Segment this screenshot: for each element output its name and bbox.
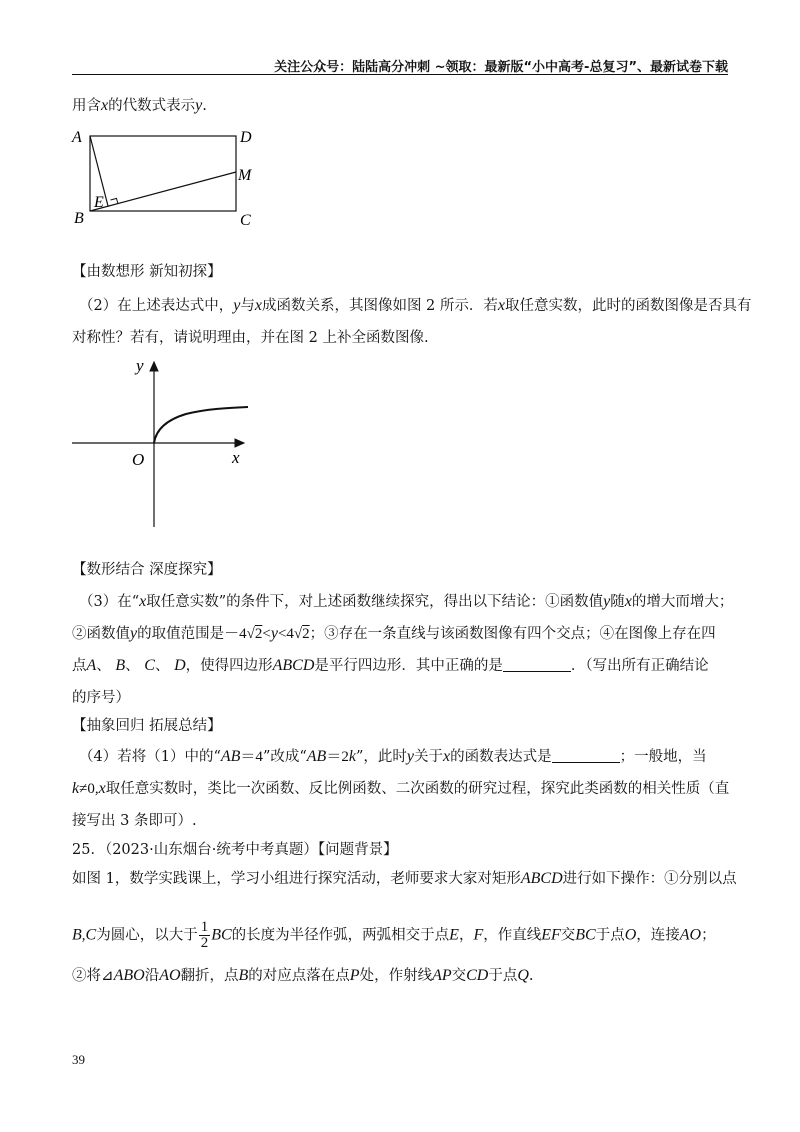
text: , — [81, 927, 86, 944]
math-f: F — [473, 926, 484, 944]
section3-line1 — [79, 592, 739, 612]
text: 沿 — [144, 968, 160, 984]
math-y: y — [406, 748, 414, 765]
math-ao: AO — [679, 926, 702, 944]
math-x: x — [98, 780, 106, 797]
section4-line2 — [72, 779, 732, 799]
text: ； — [701, 927, 716, 944]
text: 随 — [610, 594, 625, 610]
text: 交 — [451, 968, 467, 984]
label-c: C — [240, 212, 251, 229]
text: ”改成“ — [262, 749, 307, 765]
label-a: A — [72, 129, 82, 146]
math-k: k — [72, 780, 80, 797]
text: （3）在“ — [79, 594, 140, 610]
q25-line1: 25．（2023·山东烟台·统考中考真题）【问题背景】 — [72, 842, 398, 858]
text: 交 — [560, 927, 576, 944]
text: 取任意实数时，类比一次函数、反比例函数、二次函数的研究过程，探究此类函数的相关性质（直 — [105, 781, 730, 797]
triangle-symbol: ⊿ — [101, 968, 114, 984]
text: ，连接 — [636, 927, 680, 944]
math-b: B — [238, 967, 249, 984]
text: 如图 1，数学实践课上，学习小组进行探究活动，老师要求大家对矩形 — [72, 871, 521, 887]
math-b: B — [72, 926, 82, 944]
section4-title: 【抽象回归 拓展总结】 — [72, 718, 222, 734]
text: ， — [458, 927, 474, 944]
answer-blank — [552, 748, 620, 763]
math-y: y — [270, 625, 278, 642]
math-c: C — [144, 657, 155, 674]
text: . — [202, 98, 207, 114]
math-y: y — [603, 593, 611, 610]
math-y: y — [130, 625, 138, 642]
text: 处，作射线 — [359, 968, 433, 984]
math-ap: AP — [432, 967, 452, 984]
label-m: M — [238, 167, 252, 184]
text: 于点 — [595, 927, 625, 944]
text: 用含 — [72, 98, 101, 114]
text: 的增大而增大； — [631, 594, 734, 610]
math-lt: < — [277, 626, 287, 642]
math-sqrt-2: 2 — [302, 626, 310, 642]
text: ，作直线 — [483, 927, 542, 944]
text: 、 — [125, 658, 140, 674]
text: 的取值范围是 — [137, 626, 225, 642]
figure-function-graph — [66, 352, 266, 532]
math-sqrt-2: 2 — [254, 626, 263, 642]
page-number: 39 — [72, 1052, 85, 1067]
math-x: x — [254, 297, 262, 314]
math-ao: AO — [159, 967, 181, 984]
math-y: y — [195, 97, 203, 114]
text: 于点 — [488, 968, 518, 984]
math-x: x — [442, 748, 451, 765]
math-bc: BC — [211, 926, 232, 944]
intro-line — [72, 96, 732, 116]
figure-rectangle — [70, 124, 270, 234]
label-x: x — [232, 448, 240, 467]
text: 点 — [72, 658, 87, 674]
answer-blank — [503, 657, 571, 672]
text: ②函数值 — [72, 626, 130, 642]
math-o: O — [624, 926, 637, 944]
text: ，使得四边形 — [185, 658, 273, 674]
text: 关于 — [413, 749, 443, 765]
section3-line3 — [72, 656, 732, 676]
label-d: D — [240, 129, 252, 146]
math-ab: AB — [220, 748, 241, 765]
text: 的长度为半径作弧，两弧相交于点 — [231, 927, 450, 944]
text: ”，此时 — [355, 749, 407, 765]
fraction-one-half — [199, 920, 211, 951]
text: 翻折，点 — [180, 968, 239, 984]
math-abcd: ABCD — [272, 657, 315, 674]
math-neg-4: －4 — [224, 626, 247, 642]
header-rule — [72, 74, 728, 75]
text: ；一般地，当 — [619, 749, 707, 765]
text: 、 — [96, 658, 111, 674]
text: 、 — [154, 658, 170, 674]
math-ef: EF — [541, 926, 561, 944]
math-p: P — [349, 967, 360, 984]
text: 取任意实数，此时的函数图像是否具有 — [505, 298, 752, 314]
text: ②将 — [72, 968, 101, 984]
math-neq-0: ≠0, — [79, 781, 99, 797]
section2-line2: 对称性？若有，请说明理由，并在图 2 上补全函数图像. — [72, 330, 429, 346]
math-x: x — [139, 593, 147, 610]
text: 为圆心，以大于 — [96, 927, 198, 944]
fraction-denominator: 2 — [200, 935, 209, 951]
section3-line4: 的序号） — [72, 690, 130, 706]
math-d: D — [174, 657, 186, 674]
function-curve — [154, 407, 248, 443]
text: 的对应点落在点 — [248, 968, 350, 984]
math-y: y — [233, 297, 241, 314]
math-eq-2: ＝2 — [326, 749, 349, 765]
math-c: C — [85, 926, 97, 944]
text: ．（写出所有正确结论 — [570, 658, 709, 674]
label-e: E — [94, 194, 104, 211]
math-q: Q — [517, 967, 529, 984]
q25-line4 — [72, 966, 732, 986]
math-b: B — [115, 657, 126, 674]
text: 取任意实数”的条件下，对上述函数继续探究，得出以下结论：①函数值 — [146, 594, 604, 610]
math-a: A — [86, 657, 97, 674]
text: 与 — [240, 298, 255, 314]
text: 成函数关系，其图像如图 2 所示．若 — [261, 298, 498, 314]
math-cd: CD — [466, 967, 489, 984]
section2-title: 【由数想形 新知初探】 — [72, 264, 222, 280]
math-abcd: ABCD — [520, 870, 563, 887]
text: . — [528, 968, 534, 984]
section4-line1 — [79, 747, 739, 767]
segment-bm — [90, 172, 236, 211]
math-e: E — [449, 926, 459, 944]
section3-line2: ②函数值y的取值范围是－4√2<y<4√2；③存在一条直线与该函数图像有四个交点；④在图像上存在四 — [72, 625, 716, 642]
label-y: y — [136, 356, 144, 375]
text: 进行如下操作：①分别以点 — [562, 871, 737, 887]
label-origin: O — [132, 450, 145, 469]
math-x: x — [624, 593, 632, 610]
text: （4）若将（1）中的“ — [79, 749, 221, 765]
math-x: x — [101, 97, 109, 114]
section4-line3: 接写出 3 条即可）. — [72, 813, 197, 829]
fraction-numerator: 1 — [200, 919, 209, 935]
math-eq-4: ＝4 — [240, 749, 263, 765]
math-k: k — [348, 748, 356, 765]
text: 的函数表达式是 — [450, 749, 552, 765]
right-angle-mark — [111, 198, 119, 204]
q25-line3 — [72, 920, 732, 951]
text: （2）在上述表达式中， — [79, 298, 234, 314]
math-abo: ABO — [113, 967, 145, 984]
section3-title: 【数形结合 深度探究】 — [72, 562, 222, 578]
label-b: B — [74, 210, 84, 227]
text: 是平行四边形．其中正确的是 — [314, 658, 503, 674]
math-ab: AB — [306, 748, 327, 765]
text: ；③存在一条直线与该函数图像有四个交点；④在图像上存在四 — [309, 626, 716, 642]
page-header: 关注公众号：陆陆高分冲刺 ~领取：最新版“小中高考-总复习”、最新试卷下载 — [274, 60, 728, 75]
math-lt: < — [262, 626, 271, 642]
math-x: x — [497, 297, 506, 314]
q25-line2 — [72, 869, 737, 889]
section2-line1 — [79, 296, 752, 316]
text: 的代数式表示 — [108, 98, 196, 114]
math-4: 4 — [286, 626, 294, 642]
math-bc: BC — [575, 926, 596, 944]
